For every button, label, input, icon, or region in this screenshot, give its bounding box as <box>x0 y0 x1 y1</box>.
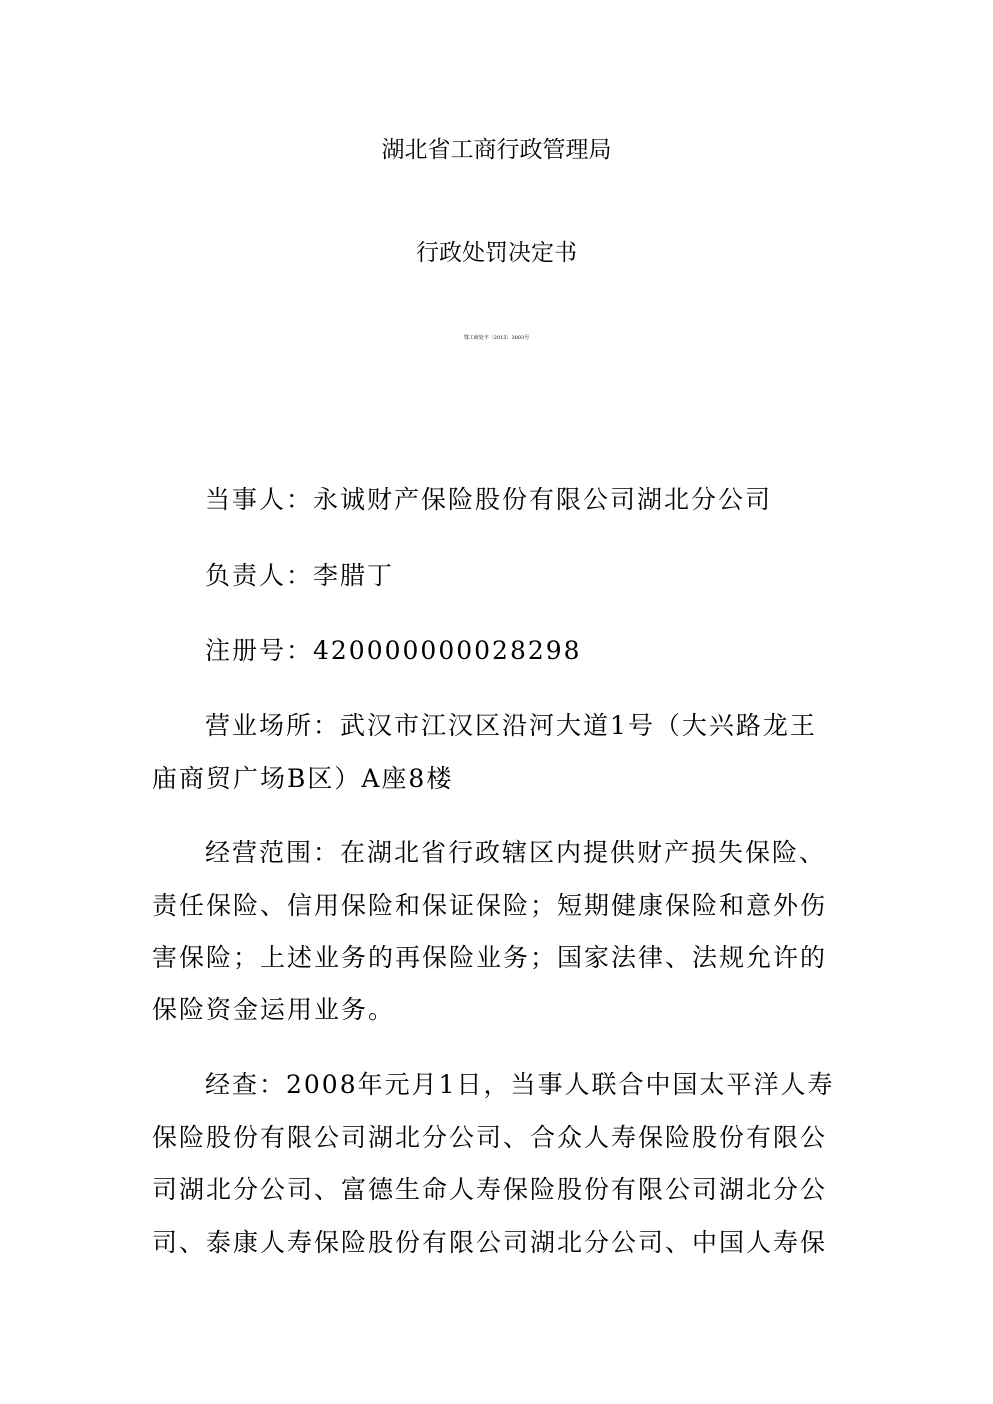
business-scope-line-2: 责任保险、信用保险和保证保险；短期健康保险和意外伤 <box>152 891 828 920</box>
business-scope-line-1: 经营范围：在湖北省行政辖区内提供财产损失保险、 <box>205 838 827 867</box>
document-title-type: 行政处罚决定书 <box>416 240 577 266</box>
document-number: 鄂工商处字〔2015〕3003号 <box>463 335 530 341</box>
findings-line-1: 经查：2008年元月1日，当事人联合中国太平洋人寿 <box>205 1070 835 1099</box>
business-scope-line-3: 害保险；上述业务的再保险业务；国家法律、法规允许的 <box>152 943 828 972</box>
document-title-issuer: 湖北省工商行政管理局 <box>381 137 612 163</box>
findings-line-2: 保险股份有限公司湖北分公司、合众人寿保险股份有限公 <box>152 1123 828 1152</box>
party-line: 当事人：永诚财产保险股份有限公司湖北分公司 <box>205 485 773 514</box>
findings-line-3: 司湖北分公司、富德生命人寿保险股份有限公司湖北分公 <box>152 1175 828 1204</box>
findings-line-4: 司、泰康人寿保险股份有限公司湖北分公司、中国人寿保 <box>152 1228 828 1257</box>
business-scope-line-4: 保险资金运用业务。 <box>152 995 396 1024</box>
registration-number-line: 注册号：420000000028298 <box>205 636 582 665</box>
business-address-line-1: 营业场所：武汉市江汉区沿河大道1号（大兴路龙王 <box>205 711 817 740</box>
responsible-person-line: 负责人：李腊丁 <box>205 561 395 590</box>
business-address-line-2: 庙商贸广场B区）A座8楼 <box>152 764 454 793</box>
